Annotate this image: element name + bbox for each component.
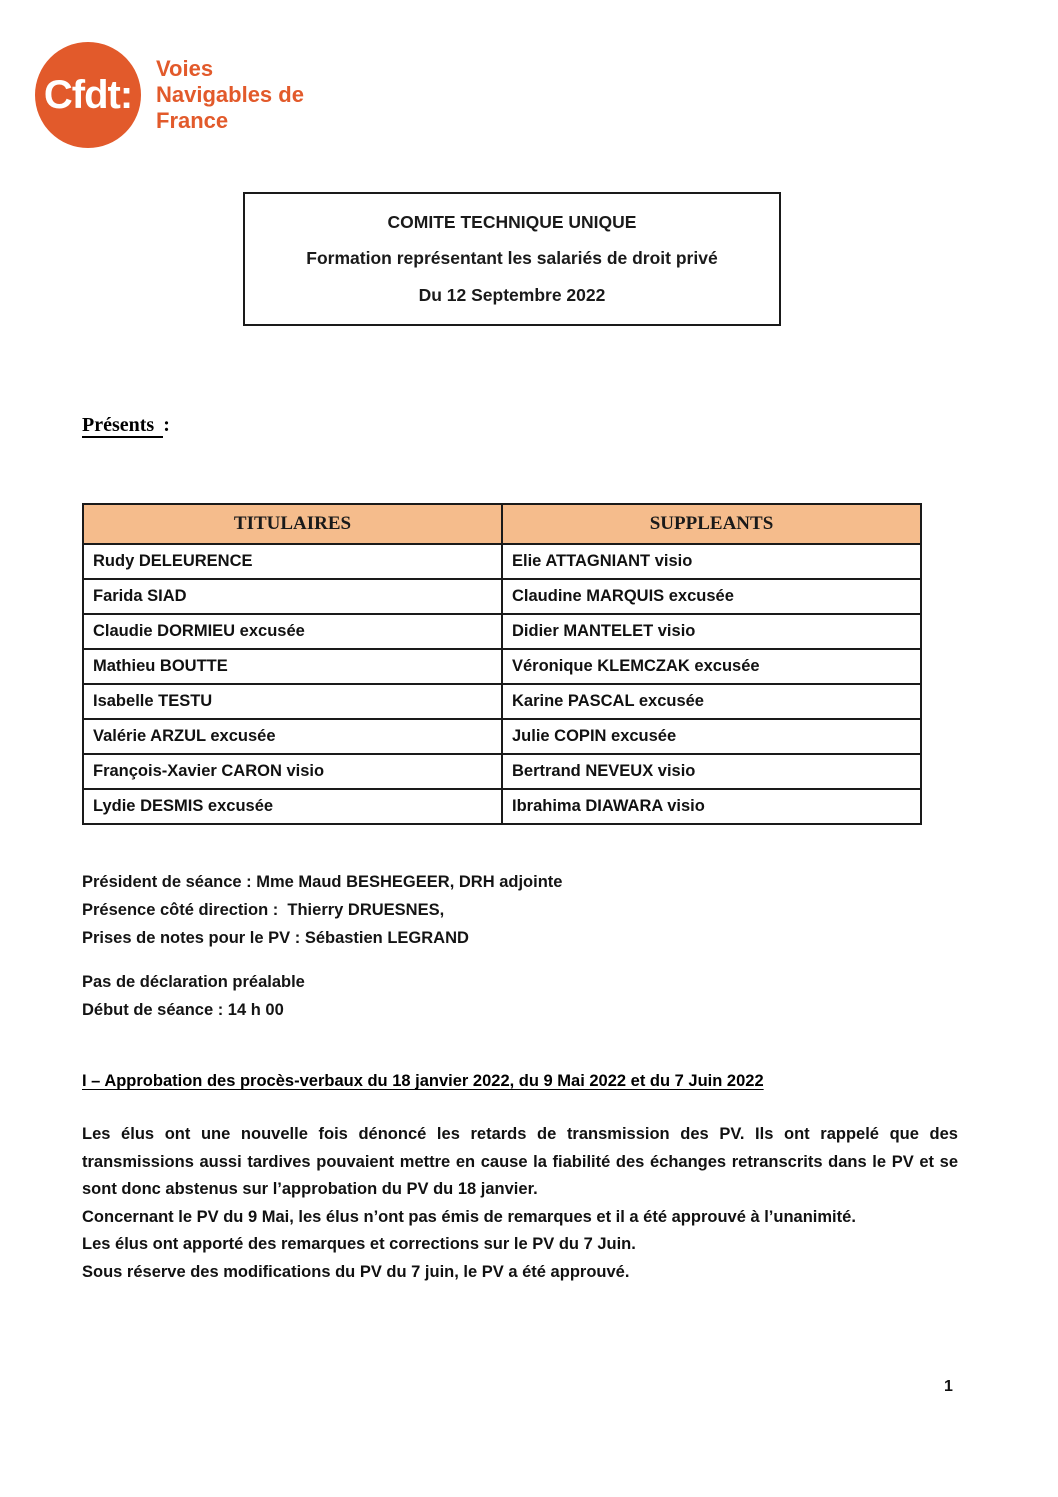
- meeting-info-line: Présence côté direction : Thierry DRUESNES,: [82, 901, 445, 919]
- paragraph: Les élus ont une nouvelle fois dénoncé les retards de transmission des PV. Ils ont rappelé que des transmissions aussi tardives pouvaient mettre en cause la fiabilité des échanges retranscrits dans le PV et se sont donc abstenus sur l’approbation du PV du 18 janvier.: [82, 1125, 958, 1198]
- column-header-suppleants: SUPPLEANTS: [502, 504, 921, 544]
- titulaire-cell: Valérie ARZUL excusée: [83, 719, 502, 754]
- table-row: [83, 649, 921, 684]
- logo-org-line: France: [156, 108, 229, 133]
- suppleant-cell: Julie COPIN excusée: [502, 719, 921, 754]
- table-row: [83, 614, 921, 649]
- section-1-body: [82, 1121, 958, 1286]
- section-1-heading: I – Approbation des procès-verbaux du 18 janvier 2022, du 9 Mai 2022 et du 7 Juin 2022: [82, 1072, 764, 1090]
- titulaire-cell: Rudy DELEURENCE: [83, 544, 502, 579]
- logo-org-name: [156, 56, 304, 134]
- table-header-row: [83, 504, 921, 544]
- titulaire-cell: Isabelle TESTU: [83, 684, 502, 719]
- paragraph: Les élus ont apporté des remarques et corrections sur le PV du 7 Juin.: [82, 1235, 636, 1253]
- table-row: [83, 719, 921, 754]
- presents-colon: :: [163, 414, 170, 436]
- declaration-line: Début de séance : 14 h 00: [82, 1001, 284, 1019]
- titulaire-cell: Lydie DESMIS excusée: [83, 789, 502, 824]
- page-number: 1: [944, 1378, 953, 1395]
- paragraph: Sous réserve des modifications du PV du 7 juin, le PV a été approuvé.: [82, 1262, 630, 1281]
- declaration-line: Pas de déclaration préalable: [82, 973, 305, 991]
- presents-heading: [82, 414, 170, 437]
- column-header-titulaires: TITULAIRES: [83, 504, 502, 544]
- meeting-info-line: Président de séance : Mme Maud BESHEGEER, DRH adjointe: [82, 873, 563, 891]
- title-line-2: Formation représentant les salariés de droit privé: [306, 248, 718, 269]
- title-box: [243, 192, 781, 326]
- title-line-3: Du 12 Septembre 2022: [418, 285, 606, 306]
- meeting-info: [82, 868, 562, 952]
- logo-circle-text: Cfdt:: [43, 72, 133, 117]
- meeting-info-line: Prises de notes pour le PV : Sébastien LEGRAND: [82, 929, 469, 947]
- suppleant-cell: Véronique KLEMCZAK excusée: [502, 649, 921, 684]
- table-row: [83, 544, 921, 579]
- suppleant-cell: Ibrahima DIAWARA visio: [502, 789, 921, 824]
- paragraph: Concernant le PV du 9 Mai, les élus n’ont pas émis de remarques et il a été approuvé à l’unanimité.: [82, 1207, 856, 1226]
- titulaire-cell: Claudie DORMIEU excusée: [83, 614, 502, 649]
- titulaire-cell: François-Xavier CARON visio: [83, 754, 502, 789]
- suppleant-cell: Didier MANTELET visio: [502, 614, 921, 649]
- logo-org-line: Navigables de: [156, 82, 304, 107]
- suppleant-cell: Claudine MARQUIS excusée: [502, 579, 921, 614]
- table-row: [83, 579, 921, 614]
- titulaire-cell: Mathieu BOUTTE: [83, 649, 502, 684]
- attendance-table: [82, 503, 922, 825]
- presents-label: Présents: [82, 414, 163, 438]
- suppleant-cell: Bertrand NEVEUX visio: [502, 754, 921, 789]
- table-row: [83, 789, 921, 824]
- suppleant-cell: Elie ATTAGNIANT visio: [502, 544, 921, 579]
- table-row: [83, 684, 921, 719]
- table-row: [83, 754, 921, 789]
- cfdt-logo-icon: [35, 42, 141, 148]
- titulaire-cell: Farida SIAD: [83, 579, 502, 614]
- declaration-block: [82, 968, 305, 1024]
- suppleant-cell: Karine PASCAL excusée: [502, 684, 921, 719]
- logo-org-line: Voies: [156, 56, 214, 81]
- cfdt-logo: [35, 42, 304, 148]
- title-line-1: COMITE TECHNIQUE UNIQUE: [387, 211, 637, 232]
